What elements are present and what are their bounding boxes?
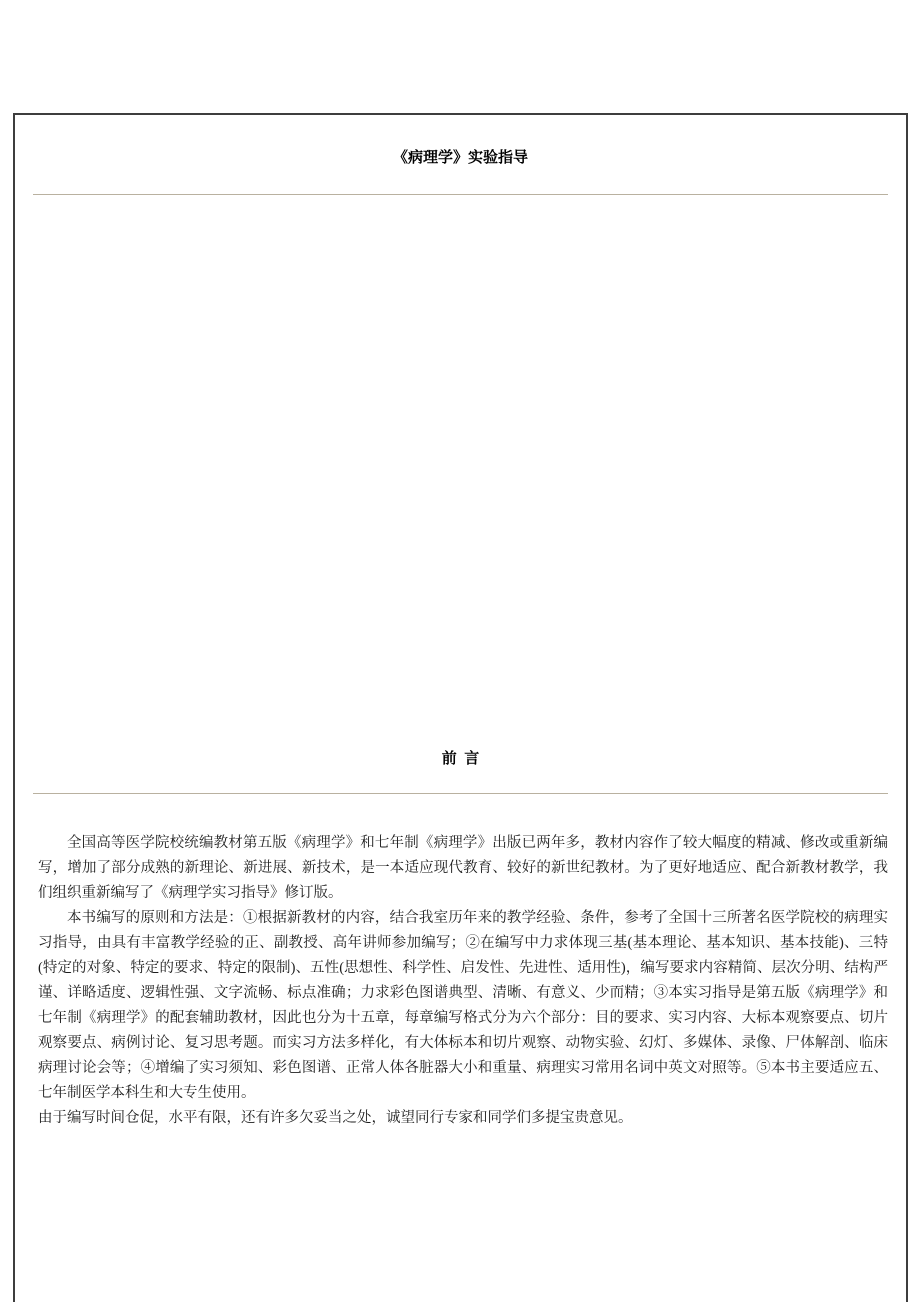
preface-heading: 前 言 (441, 751, 480, 767)
document-title: 《病理学》实验指导 (392, 150, 528, 166)
blank-space (15, 195, 906, 749)
preface-body (15, 831, 906, 1131)
preface-paragraph-3: 由于编写时间仓促，水平有限，还有许多欠妥当之处，诚望同行专家和同学们多提宝贵意见。 (38, 1110, 633, 1126)
preface-paragraph-1: 全国高等医学院校统编教材第五版《病理学》和七年制《病理学》出版已两年多，教材内容作了较大幅度的精减、修改或重新编写，增加了部分成熟的新理论、新进展、新技术，是一本适应现代教育、较好的新世纪教材。为了更好地适应、配合新教材教学，我们组织重新编写了《病理学实习指导》修订版。 (38, 835, 888, 901)
page-frame (13, 113, 908, 1302)
preface-paragraph-2: 本书编写的原则和方法是：①根据新教材的内容，结合我室历年来的教学经验、条件，参考了全国十三所著名医学院校的病理实习指导，由具有丰富教学经验的正、副教授、高年讲师参加编写；②在编写中力求体现三基(基本理论、基本知识、基本技能)、三特(特定的对象、特定的要求、特定的限制)、五性(思想性、科学性、启发性、先进性、适用性)，编写要求内容精简、层次分明、结构严谨、详略适度、逻辑性强、文字流畅、标点准确；力求彩色图谱典型、清晰、有意义、少而精；③本实习指导是第五版《病理学》和七年制《病理学》的配套辅助教材，因此也分为十五章，每章编写格式分为六个部分：目的要求、实习内容、大标本观察要点、切片观察要点、病例讨论、复习思考题。而实习方法多样化，有大体标本和切片观察、动物实验、幻灯、多媒体、录像、尸体解剖、临床病理讨论会等；④增编了实习须知、彩色图谱、正常人体各脏器大小和重量、病理实习常用名词中英文对照等。⑤本书主要适应五、七年制医学本科生和大专生使用。 (38, 910, 888, 1101)
preface-divider (33, 793, 888, 794)
